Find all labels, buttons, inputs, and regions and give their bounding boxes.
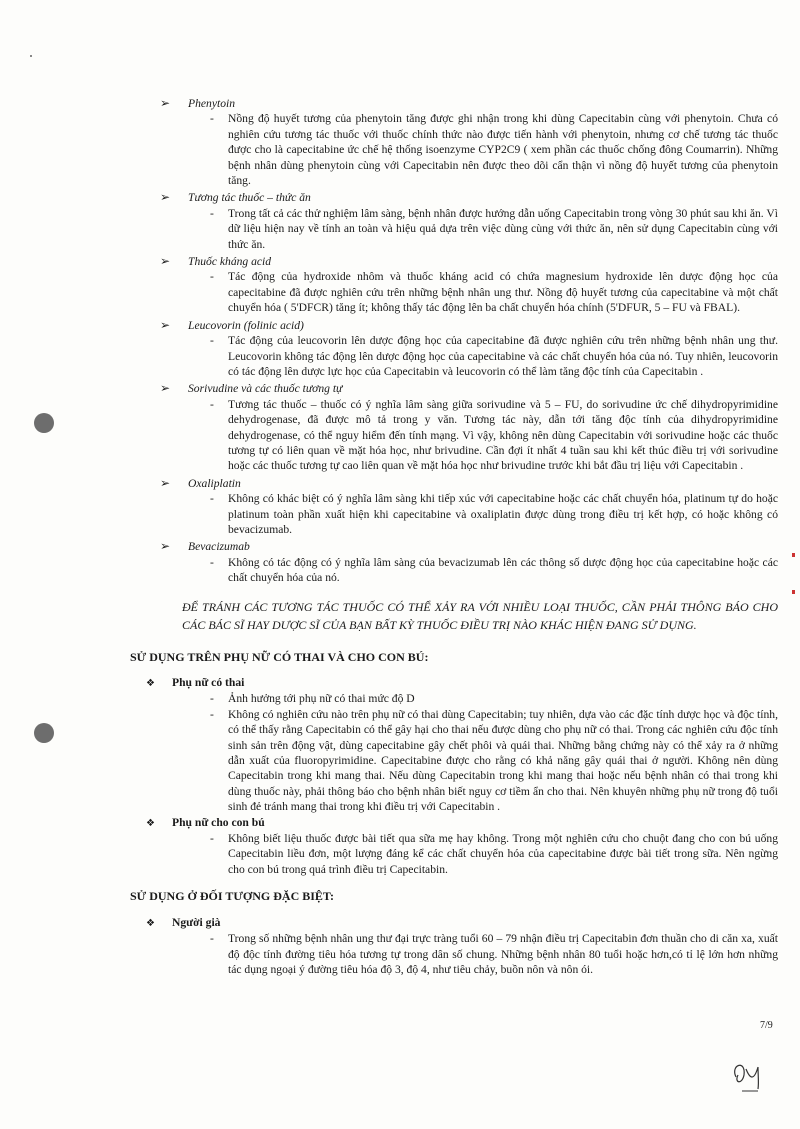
warning-text: ĐỂ TRÁNH CÁC TƯƠNG TÁC THUỐC CÓ THỂ XẢY RA VỚI NHIỀU LOẠI THUỐC, CẦN PHẢI THÔNG BÁO CHO CÁC BÁC SĨ HAY DƯỢC SĨ CỦA BẠN BẤT KỲ THUỐC ĐIỀU TRỊ NÀO KHÁC HIỆN ĐANG SỬ DỤNG. [182, 599, 778, 632]
dash-icon: - [210, 112, 214, 126]
drug-heading [160, 318, 778, 333]
diamond-bullet-icon: ❖ [146, 917, 155, 929]
arrow-bullet-icon: ➢ [160, 317, 171, 332]
drug-name: Oxaliplatin [188, 476, 241, 490]
arrow-bullet-icon: ➢ [160, 539, 171, 554]
bullet-text: Không biết liệu thuốc được bài tiết qua sữa mẹ hay không. Trong một nghiên cứu cho chuột đang cho con bú uống Capecitabin liều đơn, một lượng đáng kể các chất chuyển hóa của capecitabine được bài tiết trong sữa. Nên ngừng cho con bú trong quá trình điều trị Capecitabin. [228, 832, 778, 876]
drug-name: Phenytoin [188, 97, 236, 110]
dash-icon: - [210, 334, 214, 348]
dash-icon: - [210, 707, 214, 721]
arrow-bullet-icon: ➢ [160, 96, 171, 110]
bullet-item [210, 491, 778, 537]
dash-icon: - [210, 492, 214, 506]
drug-block [130, 254, 778, 316]
dash-icon: - [210, 397, 214, 411]
bullet-item [210, 931, 778, 977]
diamond-bullet-icon: ❖ [146, 678, 155, 689]
scan-speck [30, 55, 32, 57]
document-body [130, 96, 778, 977]
drug-name: Leucovorin (folinic acid) [188, 318, 304, 332]
bullet-item [210, 555, 778, 586]
bullet-item [210, 831, 778, 877]
arrow-bullet-icon: ➢ [160, 190, 171, 205]
bullet-text: Tương tác thuốc – thuốc có ý nghĩa lâm sàng giữa sorivudine và 5 – FU, do sorivudine ức chế dihydropyrimidine dehydrogenase, đã được mô tả trong y văn. Tương tác này, dẫn tới tăng độc tính của dihydropyrimidine dehydrogenase, có thể nguy hiểm đến tính mạng. Vì vậy, không nên dùng Capecitabin với sorivudine hoặc các thuốc tương tự có liên quan về mặt hóa học, như brivudine. Cần đợi ít nhất 4 tuần sau khi kết thúc điều trị với sorivudine hoặc các thuốc tương tự cao liên quan về mặt hóa học như brivudine trước khi bắt đầu trị liệu với Capecitabin . [228, 397, 778, 473]
bullet-item [210, 111, 778, 188]
signature-mark [728, 1055, 778, 1095]
bullet-text: Không có nghiên cứu nào trên phụ nữ có thai dùng Capecitabin; tuy nhiên, dựa vào các đặc tính dược học và độc tính, có thể thấy rằng Capecitabin có thể gây hại cho thai nếu được dùng cho phụ nữ có thai. Trong các nghiên cứu độc tính sinh sản trên động vật, dùng capecitabine gây chết phôi và quái thai. Những bằng chứng này có thể xảy ra ở những dẫn xuất của fluoropyrimidine. Capecitabine được cho rằng có khả năng gây quái thai ở người. Không nên dùng Capecitabin trong khi mang thai. Nếu dùng Capecitabin trong khi mang thai hoặc nếu bệnh nhân có thai trong khi dùng thuốc này, phải thông báo cho bệnh nhân biết nguy cơ tiềm ẩn cho thai. Nên khuyên những phụ nữ trong độ tuổi sinh đẻ tránh mang thai trong khi điều trị với Capecitabin . [228, 707, 778, 814]
bullet-text: Tác động của leucovorin lên dược động học của capecitabine đã được nghiên cứu trên những bệnh nhân ung thư. Leucovorin không tác động lên dược động học của capecitabine và các chất chuyển hóa của nó. Tuy nhiên, leucovorin có tác động lên dược lực học của Capecitabin và leucovorin có thể làm tăng độc tính của Capecitabin . [228, 334, 778, 378]
section-heading: SỬ DỤNG Ở ĐỐI TƯỢNG ĐẶC BIỆT: [130, 889, 335, 904]
drug-block [130, 476, 778, 538]
subsection-label: Phụ nữ có thai [172, 676, 245, 689]
drug-block [130, 381, 778, 473]
subsection-label: Người già [172, 915, 221, 929]
punch-hole-top [34, 413, 54, 433]
scan-mark [792, 553, 795, 557]
bullet-item [210, 206, 778, 252]
drug-heading [160, 476, 778, 491]
subsection-title [146, 915, 778, 931]
bullet-text: Không có tác động có ý nghĩa lâm sàng của bevacizumab lên các thông số dược động học của capecitabine hoặc các chất chuyển hóa của nó. [228, 555, 778, 585]
dash-icon: - [210, 270, 214, 284]
dash-icon: - [210, 206, 214, 220]
pregnancy-section [130, 650, 778, 878]
diamond-bullet-icon: ❖ [146, 817, 155, 829]
drug-name: Sorivudine và các thuốc tương tự [188, 382, 343, 396]
drug-block [130, 190, 778, 252]
subsection-label: Phụ nữ cho con bú [172, 815, 265, 829]
bullet-text: Tác động của hydroxide nhôm và thuốc kháng acid có chứa magnesium hydroxide lên dược động học của capecitabine đã được nghiên cứu trên những bệnh nhân ung thư. Nồng độ huyết tương của capecitabine và một chất chuyển hóa ( 5'DFCR) tăng ít; không thấy tác động lên ba chất chuyển hóa chính (5'DFUR, 5 – FU và FBAL). [228, 270, 778, 315]
special-populations-section [130, 889, 778, 977]
arrow-bullet-icon: ➢ [160, 254, 171, 269]
bullet-item [210, 333, 778, 379]
subsection-title [146, 675, 778, 691]
drug-name: Thuốc kháng acid [188, 255, 272, 269]
bullet-text: Trong tất cả các thử nghiệm lâm sàng, bệnh nhân được hướng dẫn uống Capecitabin trong vòng 30 phút sau khi ăn. Vì dữ liệu hiện nay về tính an toàn và hiệu quả dựa trên việc dùng cùng với thức ăn, nên sử dụng Capecitabin cùng với thức ăn. [228, 206, 778, 251]
bullet-text: Không có khác biệt có ý nghĩa lâm sàng khi tiếp xúc với capecitabine hoặc các chất chuyển hóa, platinum tự do hoặc platinum toàn phần xuất hiện khi capecitabine và oxaliplatin được dùng trong điều trị kết hợp, có hoặc không có bevacizumab. [228, 492, 778, 536]
drug-heading [160, 539, 778, 554]
dash-icon: - [210, 555, 214, 569]
drug-block [130, 539, 778, 585]
punch-hole-bottom [34, 723, 54, 743]
bullet-text: Trong số những bệnh nhân ung thư đại trực tràng tuổi 60 – 79 nhận điều trị Capecitabin đơn thuần cho di căn xa, xuất độ độc tính đường tiêu hóa tương tự trong dân số chung. Những bệnh nhân 80 tuổi hoặc hơn,có tỉ lệ lớn hơn những tác dụng ngoại ý đường tiêu hóa độ 3, độ 4, như tiêu chảy, buồn nôn và nôn ói. [228, 932, 778, 976]
bullet-text: Nồng độ huyết tương của phenytoin tăng được ghi nhận trong khi dùng Capecitabin cùng với phenytoin. Chưa có nghiên cứu tương tác thuốc với thuốc chính thức nào được tiến hành với phenytoin, nhưng cơ chế tương tác thuốc được cho là capecitabine ức chế hệ thống isoenzyme CYP2C9 ( xem phần các thuốc chống đông Coumarrin). Những bệnh nhân dùng phenytoin cùng với Capecitabin nên được theo dõi cẩn thận vì nồng độ huyết tương của phenytoin tăng. [228, 112, 778, 188]
drug-heading [160, 381, 778, 396]
bullet-text: Ảnh hưởng tới phụ nữ có thai mức độ D [228, 692, 415, 706]
page-number: 7/9 [760, 1020, 773, 1031]
dash-icon: - [210, 832, 214, 846]
arrow-bullet-icon: ➢ [160, 381, 171, 396]
dash-icon: - [210, 692, 214, 706]
drug-name: Tương tác thuốc – thức ăn [188, 191, 311, 205]
drug-block [130, 96, 778, 188]
drug-heading [160, 96, 778, 111]
drug-name: Bevacizumab [188, 540, 250, 554]
section-heading: SỬ DỤNG TRÊN PHỤ NỮ CÓ THAI VÀ CHO CON BÚ: [130, 649, 429, 664]
bullet-item [210, 707, 778, 815]
drug-block [130, 318, 778, 380]
dash-icon: - [210, 932, 214, 946]
arrow-bullet-icon: ➢ [160, 475, 171, 490]
drug-interaction-list [130, 96, 778, 586]
scan-mark [792, 590, 795, 594]
bullet-item [210, 269, 778, 315]
drug-heading [160, 254, 778, 269]
bullet-item [210, 691, 778, 706]
bullet-item [210, 397, 778, 474]
drug-heading [160, 190, 778, 205]
subsection-title [146, 815, 778, 831]
